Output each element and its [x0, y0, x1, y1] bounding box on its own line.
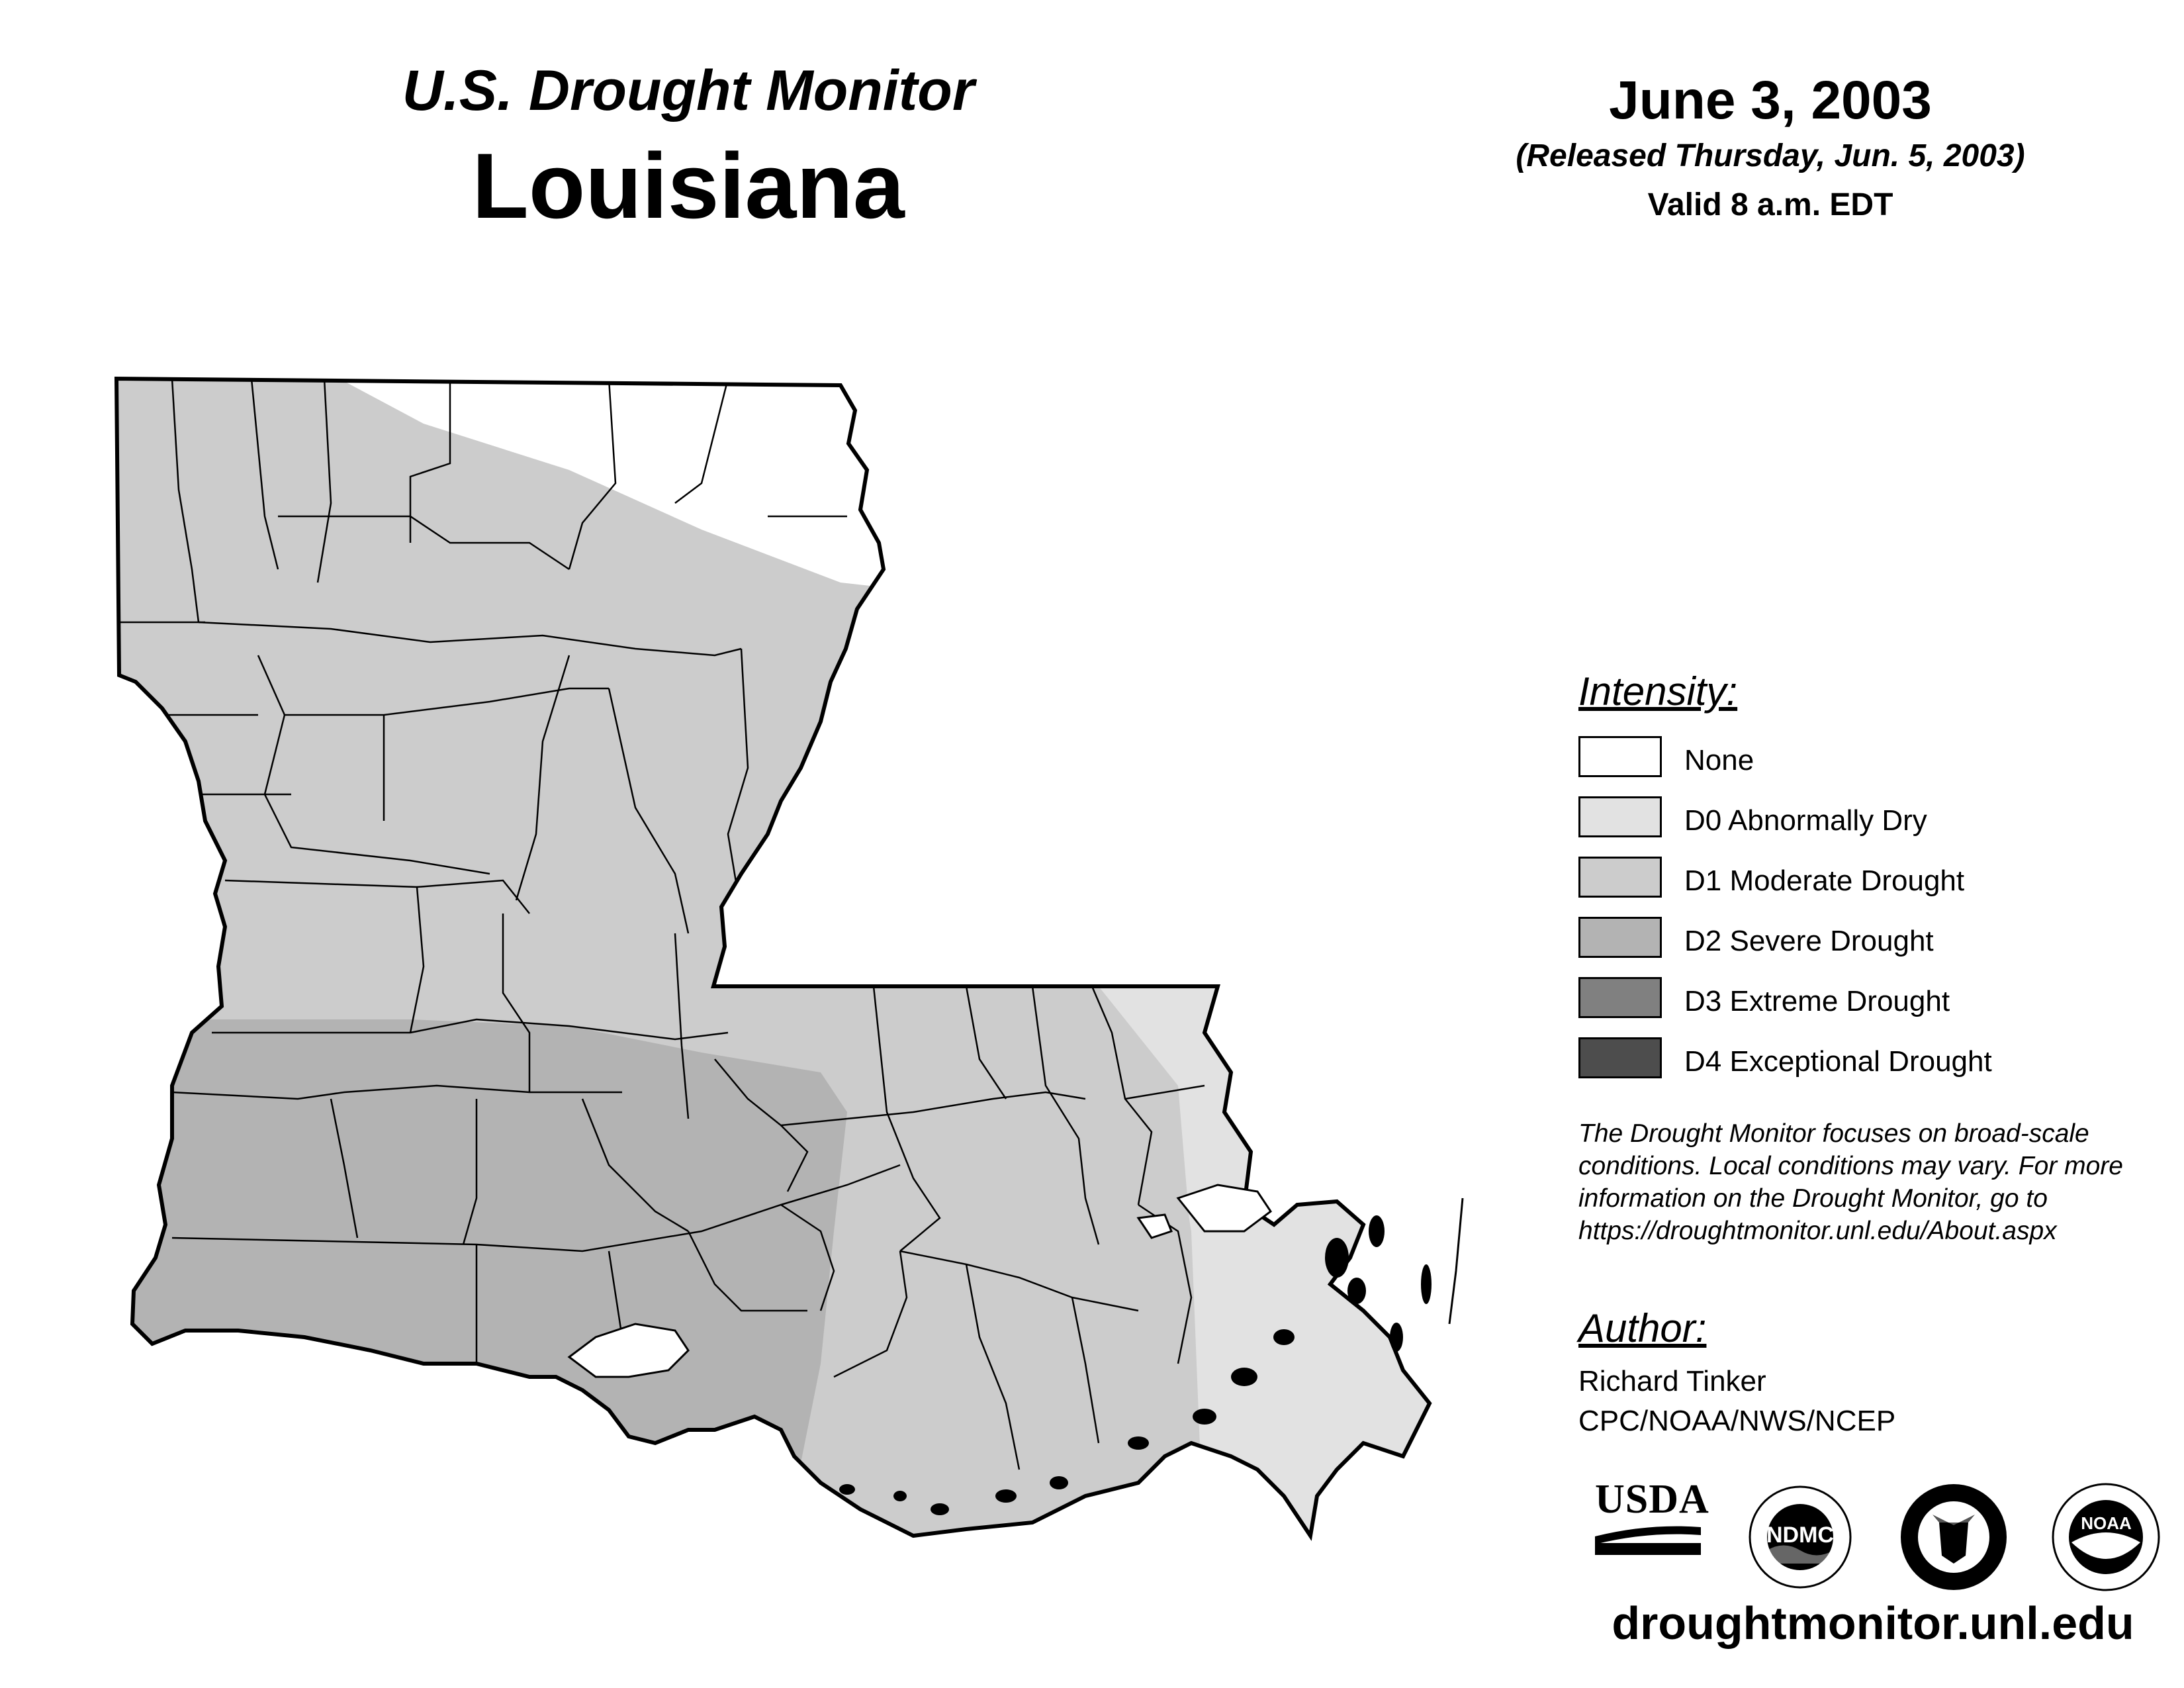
- author-title: Author:: [1578, 1306, 1707, 1350]
- legend-item: [1578, 857, 2081, 900]
- noaa-logo: [2052, 1483, 2161, 1592]
- legend-label: None: [1684, 744, 1754, 776]
- note-link[interactable]: https://droughtmonitor.unl.edu/About.aspx: [1578, 1217, 2057, 1245]
- drought-monitor-note: [1578, 1117, 2174, 1247]
- legend-swatch: [1578, 857, 1662, 898]
- legend-swatch: [1578, 796, 1662, 837]
- legend-swatch: [1578, 1037, 1662, 1078]
- note-line: The Drought Monitor focuses on broad-scale: [1578, 1119, 2089, 1148]
- noaa-seal-icon: [2052, 1483, 2161, 1592]
- legend-swatch: [1578, 736, 1662, 777]
- map-title: Louisiana: [472, 134, 905, 238]
- legend-swatch: [1578, 977, 1662, 1018]
- release-date: (Released Thursday, Jun. 5, 2003): [1516, 138, 2025, 173]
- map-date: June 3, 2003: [1609, 70, 1932, 130]
- note-line: information on the Drought Monitor, go to: [1578, 1184, 2048, 1213]
- legend-label: D3 Extreme Drought: [1684, 985, 1950, 1017]
- legend-label: D2 Severe Drought: [1684, 925, 1934, 957]
- legend-item: [1578, 1037, 2081, 1081]
- d1-southeast-region: [867, 986, 1205, 1562]
- legend-item: [1578, 736, 2081, 780]
- legend-item: [1578, 917, 2081, 961]
- note-line: conditions. Local conditions may vary. For more: [1578, 1152, 2123, 1180]
- author-org: CPC/NOAA/NWS/NCEP: [1578, 1405, 1896, 1437]
- usda-swoosh-icon: [1595, 1523, 1701, 1556]
- footer-url-link[interactable]: droughtmonitor.unl.edu: [1612, 1597, 2134, 1649]
- legend-label: D4 Exceptional Drought: [1684, 1045, 1992, 1078]
- commerce-seal-icon: [1899, 1483, 2009, 1592]
- chandeleur-islands: [1449, 1198, 1463, 1324]
- legend-label: D1 Moderate Drought: [1684, 865, 1965, 897]
- legend-swatch: [1578, 917, 1662, 958]
- noaa-logo-text: NOAA: [2081, 1513, 2132, 1533]
- ndmc-logo-text: NDMC: [1766, 1523, 1834, 1548]
- legend-label: D0 Abnormally Dry: [1684, 804, 1927, 837]
- commerce-seal: [1899, 1483, 2009, 1592]
- valid-time: Valid 8 a.m. EDT: [1647, 187, 1893, 222]
- legend-item: [1578, 796, 2081, 840]
- louisiana-drought-map: [106, 371, 1469, 1628]
- ndmc-logo: [1747, 1484, 1853, 1590]
- legend-title: Intensity:: [1578, 669, 1738, 714]
- legend-item: [1578, 977, 2081, 1021]
- map-subtitle: U.S. Drought Monitor: [402, 59, 975, 122]
- author-name: Richard Tinker: [1578, 1365, 1766, 1397]
- usda-logo-text: USDA: [1595, 1477, 1709, 1522]
- usda-logo: [1595, 1476, 1707, 1556]
